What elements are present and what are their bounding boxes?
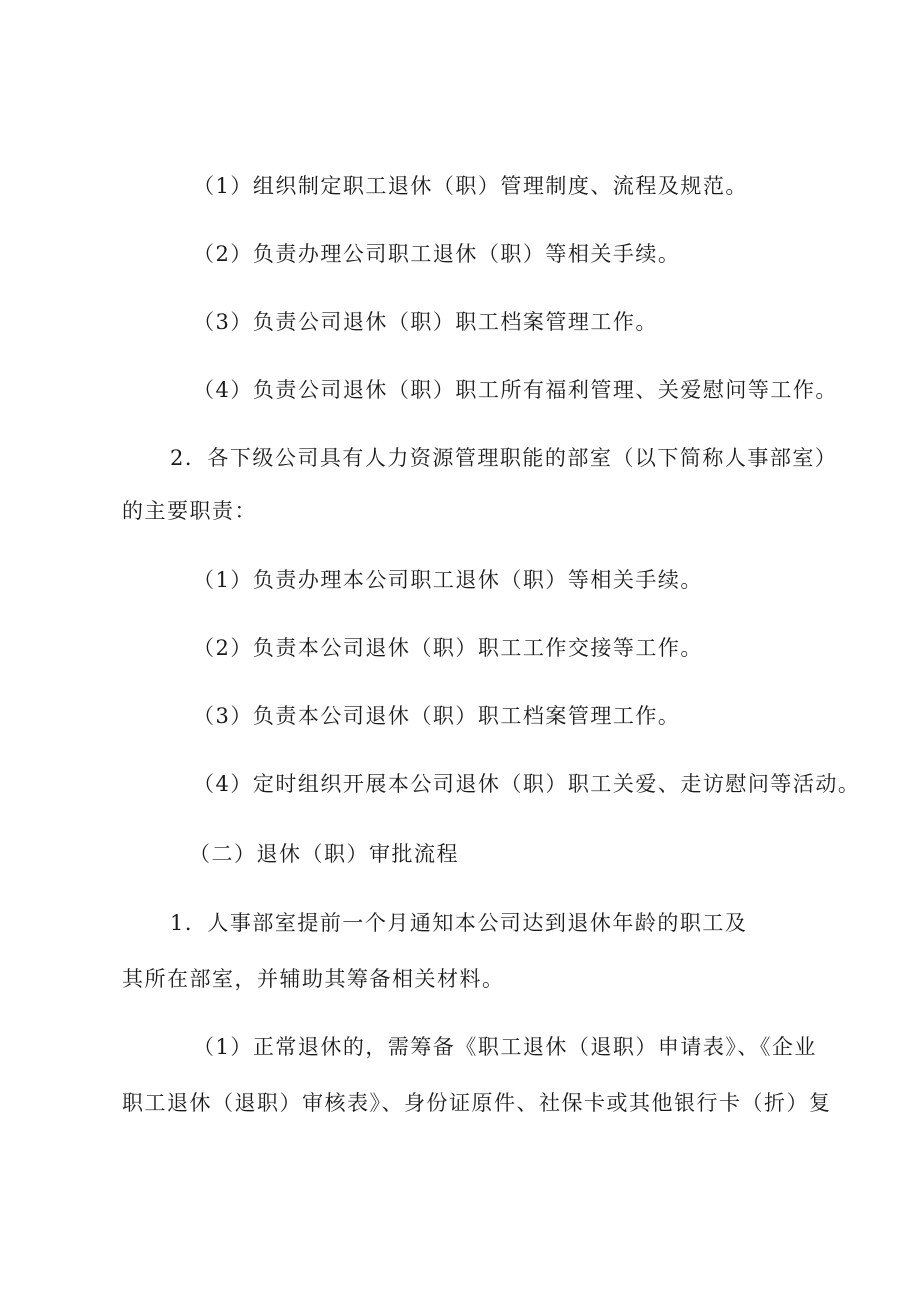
sub-duty-item-2: （2）负责本公司退休（职）职工工作交接等工作。 (193, 636, 703, 660)
sub-duty-item-4: （4）定时组织开展本公司退休（职）职工关爱、走访慰问等活动。 (193, 772, 861, 796)
duty-item-1: （1）组织制定职工退休（职）管理制度、流程及规范。 (193, 174, 748, 198)
sub-duty-item-1: （1）负责办理本公司职工退休（职）等相关手续。 (193, 568, 703, 592)
process-step-1-cont: 其所在部室，并辅助其筹备相关材料。 (122, 967, 505, 991)
duty-item-3: （3）负责公司退休（职）职工档案管理工作。 (193, 310, 658, 334)
section-2-heading-cont: 的主要职责： (122, 499, 257, 523)
process-substep-1-cont: 职工退休（退职）审核表》、身份证原件、社保卡或其他银行卡（折）复 (122, 1091, 832, 1115)
process-substep-1: （1）正常退休的，需筹备《职工退休（退职）申请表》、《企业 (193, 1035, 817, 1059)
section-2-heading: 2．各下级公司具有人力资源管理职能的部室（以下简称人事部室） (170, 446, 838, 470)
duty-item-2: （2）负责办理公司职工退休（职）等相关手续。 (193, 242, 681, 266)
process-heading: （二）退休（职）审批流程 (189, 842, 459, 866)
sub-duty-item-3: （3）负责本公司退休（职）职工档案管理工作。 (193, 704, 681, 728)
duty-item-4: （4）负责公司退休（职）职工所有福利管理、关爱慰问等工作。 (193, 378, 838, 402)
process-step-1: 1．人事部室提前一个月通知本公司达到退休年龄的职工及 (170, 911, 748, 935)
